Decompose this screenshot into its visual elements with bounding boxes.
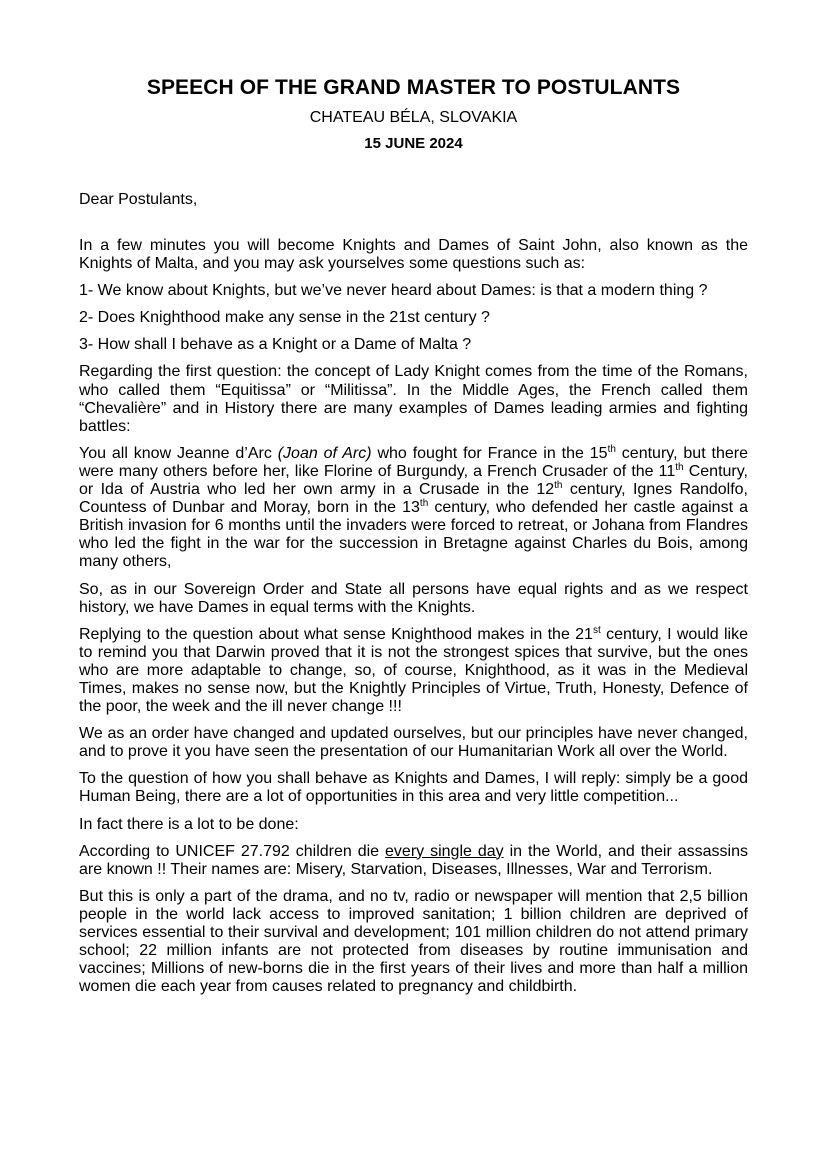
question-3: 3- How shall I behave as a Knight or a Dame of Malta ? [79, 336, 472, 354]
ordinal-suffix: st [592, 624, 601, 636]
document-page [79, 0, 748, 996]
text-run: century, I would like to remind you that Darwin proved that it is not the strongest spices that survive, but the ones who are more adaptable to change, so, of course, Knighthood, as it was in the Medieval Times, makes no sense now, but the Knightly Principles of Virtue, Truth, Honesty, Defence of the poor, the week and the ill never change !!! [79, 625, 749, 716]
paragraph-behaviour: To the question of how you shall behave as Knights and Dames, I will reply: simply be a good Human Being, there are a lot of opportunities in this area and very little competition... [79, 770, 748, 806]
paragraph-unicef [79, 843, 748, 879]
ordinal-suffix: th [419, 498, 429, 510]
paragraph-intro: In a few minutes you will become Knights and Dames of Saint John, also known as the Knights of Malta, and you may ask yourselves some questions such as: [79, 237, 748, 273]
ordinal-suffix: th [554, 480, 563, 492]
underlined-text: every single day [385, 842, 504, 860]
text-run: century, but there were many others before her, like Florine of Burgundy, a French Crusader of the 11 [79, 444, 749, 480]
paragraph-historic-dames [79, 445, 748, 572]
question-1: 1- We know about Knights, but we’ve never heard about Dames: is that a modern thing ? [79, 282, 708, 300]
date-line: 15 JUNE 2024 [364, 135, 463, 152]
text-run: who fought for France in the 15 [371, 444, 608, 462]
document-title: SPEECH OF THE GRAND MASTER TO POSTULANTS [146, 76, 681, 99]
question-2: 2- Does Knighthood make any sense in the 21st century ? [79, 309, 490, 327]
text-run: in the World, and their assassins are known !! Their names are: Misery, Starvation, Diseases, Illnesses, War and Terrorism. [79, 842, 749, 878]
text-run: Century, or Ida of Austria who led her own army in a Crusade in the 12 [79, 462, 748, 499]
paragraph-drama: But this is only a part of the drama, and no tv, radio or newspaper will mention that 2,5 billion people in the world lack access to improved sanitation; 1 billion children are deprived of services essential to their survival and development; 101 million children do not attend primary school; 22 million infants are not protected from diseases by routine immunisation and vaccines; Millions of new-borns die in the first years of their lives and more than half a million women die each year from causes related to pregnancy and childbirth. [79, 887, 748, 996]
salutation: Dear Postulants, [79, 191, 198, 208]
paragraph-equal-rights: So, as in our Sovereign Order and State all persons have equal rights and as we respect history, we have Dames in equal terms with the Knights. [79, 580, 748, 616]
text-run: century, who defended her castle against a British invasion for 6 months until the invaders were forced to retreat, or Johana from Flandres who led the fight in the war for the succession in Bretagne against Charles du Bois, among many others, [79, 499, 748, 571]
paragraph-knighthood-sense [79, 626, 748, 716]
paragraph-order-changed: We as an order have changed and updated ourselves, but our principles have never changed, and to prove it you have seen the presentation of our Humanitarian Work all over the World. [79, 725, 748, 761]
text-run: You all know Jeanne d’Arc [79, 444, 278, 462]
paragraph-lady-knight: Regarding the first question: the concept of Lady Knight comes from the time of the Romans, who called them “Equitissa” or “Militissa”. In the Middle Ages, the French called them “Chevalière” and in History there are many examples of Dames leading armies and fighting battles: [79, 363, 748, 435]
italic-text: (Joan of Arc) [277, 444, 372, 462]
ordinal-suffix: th [675, 461, 684, 473]
ordinal-suffix: th [607, 443, 616, 455]
text-run: Replying to the question about what sense Knighthood makes in the 21 [79, 625, 593, 643]
location-line: CHATEAU BÉLA, SLOVAKIA [309, 109, 518, 126]
paragraph-much-to-do: In fact there is a lot to be done: [79, 815, 299, 833]
text-run: According to UNICEF 27.792 children die [79, 842, 386, 860]
text-run: century, Ignes Randolfo, Countess of Dunbar and Moray, born in the 13 [79, 481, 748, 517]
